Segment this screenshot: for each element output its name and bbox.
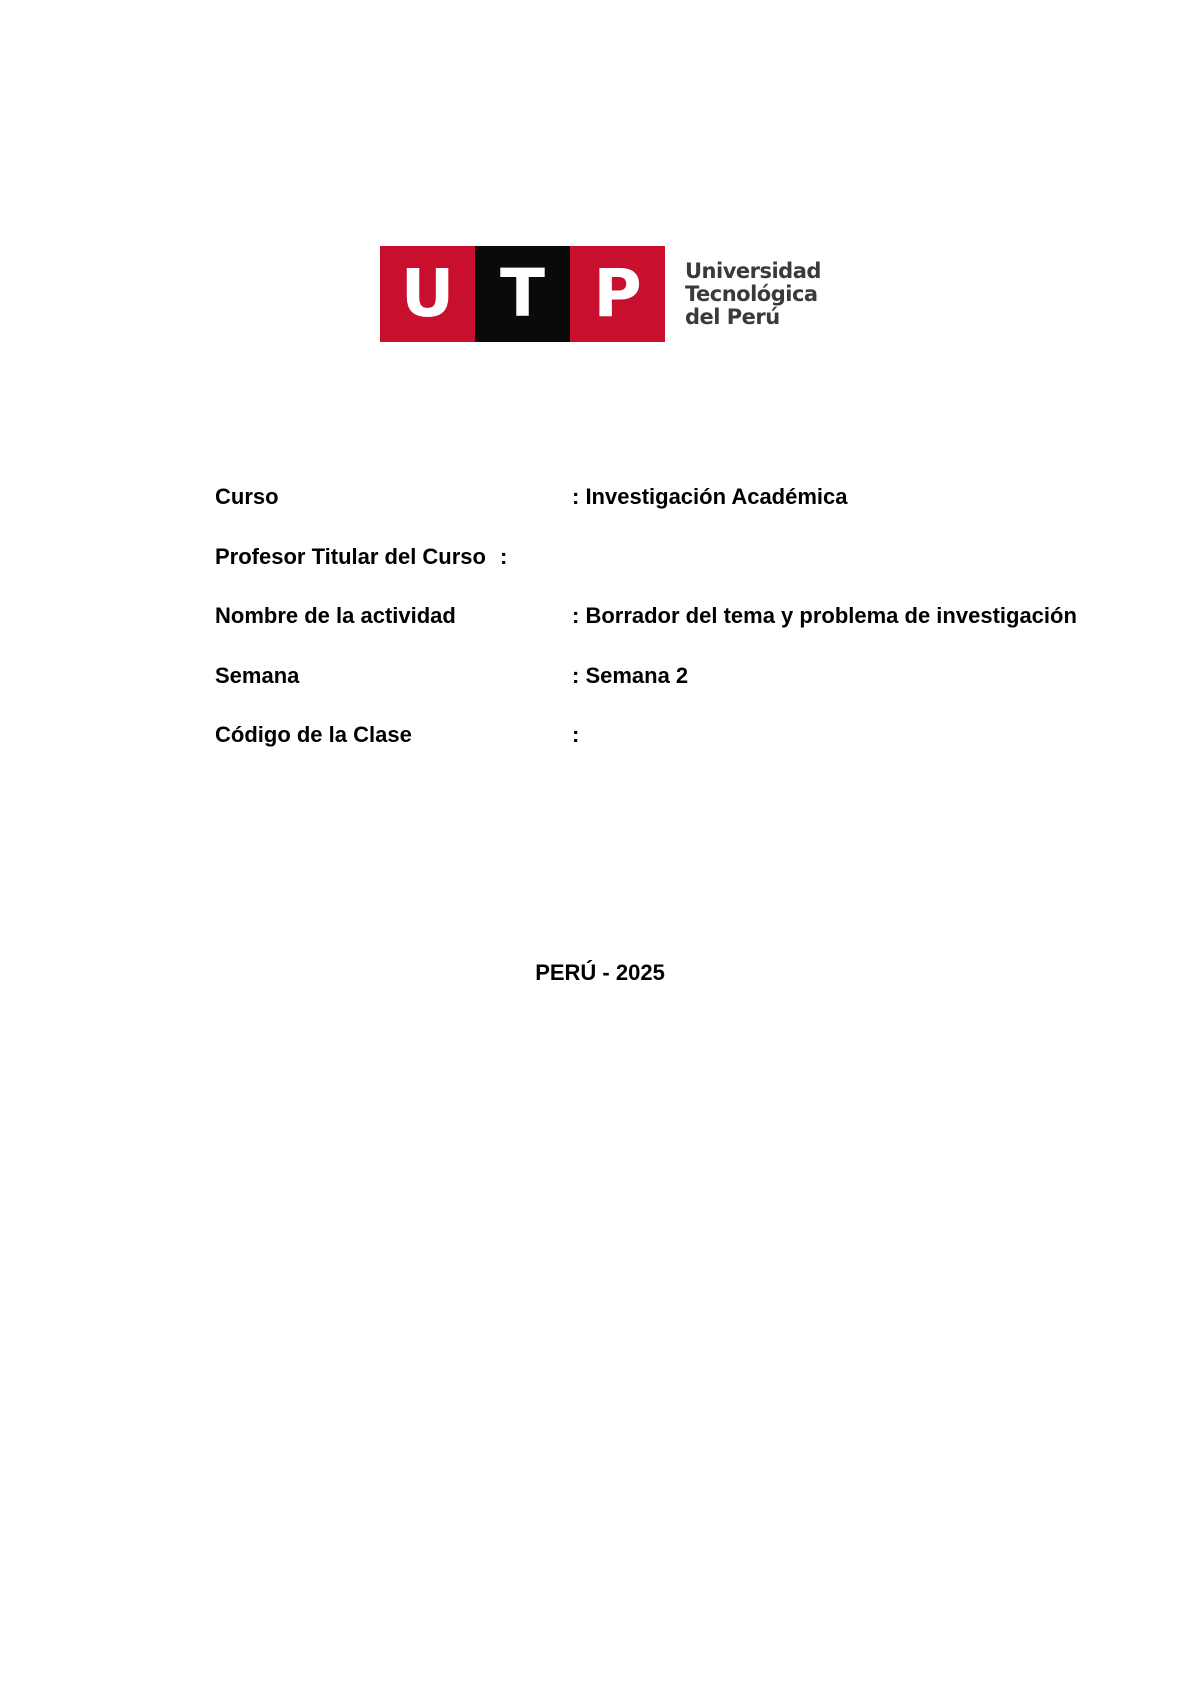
field-row-actividad (215, 600, 1115, 660)
field-value: : Borrador del tema y problema de investigación (572, 603, 1077, 628)
field-value: : Semana 2 (572, 662, 689, 688)
field-label: Semana (215, 662, 300, 688)
logo-letter-u: U (380, 246, 475, 342)
field-label: Profesor Titular del Curso (215, 543, 486, 569)
field-label: Curso (215, 484, 279, 509)
cover-info-block (215, 481, 1115, 779)
country-year: PERÚ - 2025 (535, 960, 665, 985)
field-row-profesor (215, 541, 1115, 601)
field-value: : Investigación Académica (572, 484, 848, 509)
field-value: : (500, 543, 508, 569)
logo-university-name (685, 260, 821, 329)
logo-name-line-3: del Perú (685, 304, 780, 329)
logo-name-line-2: Tecnológica (685, 281, 818, 306)
field-row-codigo (215, 719, 1115, 779)
logo-letter-p: P (570, 246, 665, 342)
field-row-semana (215, 660, 1115, 720)
utp-logo (380, 246, 821, 342)
logo-letter-t: T (475, 246, 570, 342)
field-label: Nombre de la actividad (215, 603, 456, 628)
logo-name-line-1: Universidad (685, 258, 821, 283)
field-row-curso (215, 481, 1115, 541)
field-label: Código de la Clase (215, 722, 412, 747)
utp-logo-mark (380, 246, 665, 342)
field-value: : (572, 722, 580, 747)
